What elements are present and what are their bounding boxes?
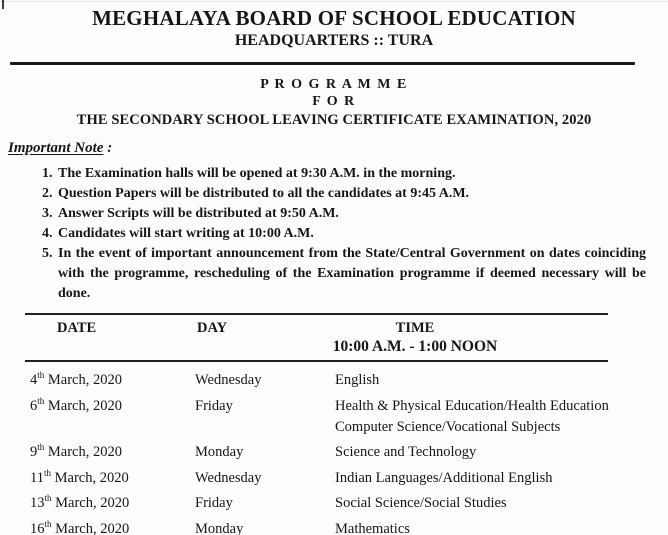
note-item-4: 4. Candidates will start writing at 10:00 A.M. <box>56 224 646 244</box>
exam-schedule-table <box>0 313 668 535</box>
note-item-3: 3. Answer Scripts will be distributed at 9:50 A.M. <box>56 204 646 224</box>
header-divider-rule <box>10 62 635 65</box>
table-header-row <box>0 319 668 356</box>
day-cell: Wednesday <box>195 469 262 486</box>
table-row <box>0 468 668 489</box>
date-cell: 13th March, 2020 <box>30 493 130 511</box>
day-cell: Monday <box>195 444 244 460</box>
examination-title: THE SECONDARY SCHOOL LEAVING CERTIFICATE EXAMINATION, 2020 <box>76 112 592 128</box>
date-cell: 6th March, 2020 <box>30 395 122 414</box>
column-header-time-block <box>325 319 505 356</box>
subject-cell: Science and Technology <box>335 444 477 460</box>
day-cell: Wednesday <box>195 372 262 388</box>
important-note-label: Important Note <box>8 140 104 156</box>
day-cell: Friday <box>195 397 233 414</box>
day-cell: Monday <box>195 520 244 535</box>
note-item-1: 1. The Examination halls will be opened at 9:30 A.M. in the morning. <box>56 164 646 184</box>
note-item-2: 2. Question Papers will be distributed to all the candidates at 9:45 A.M. <box>56 184 646 204</box>
subject-cell: Social Science/Social Studies <box>335 495 507 511</box>
table-header-bottom-rule <box>25 360 608 362</box>
column-header-day: DAY <box>197 320 228 336</box>
scan-artifact-topline <box>0 1 668 2</box>
subject-cell: English <box>335 372 380 388</box>
exam-time-range: 10:00 A.M. - 1:00 NOON <box>332 338 498 355</box>
note-item-5: 5. In the event of important announcement from the State/Central Government on dates coinciding with the programme, rescheduling of the Examination programme if deemed necessary will be done. <box>56 244 646 304</box>
table-row <box>0 442 668 463</box>
column-header-time: TIME <box>395 320 435 336</box>
board-title: MEGHALAYA BOARD OF SCHOOL EDUCATION <box>92 6 576 30</box>
table-body <box>0 370 668 535</box>
subject-cell: Health & Physical Education/Health Education Computer Science/Vocational Subjects <box>335 397 609 435</box>
day-cell: Friday <box>195 495 233 511</box>
table-top-rule <box>25 313 608 315</box>
important-note-colon: : <box>107 140 113 156</box>
subject-cell: Mathematics <box>335 520 410 535</box>
headquarters-subtitle: HEADQUARTERS :: TURA <box>234 32 434 49</box>
column-header-date: DATE <box>57 320 97 336</box>
important-note-list <box>40 164 646 304</box>
subject-cell: Indian Languages/Additional English <box>335 469 553 486</box>
date-cell: 11th March, 2020 <box>30 467 129 486</box>
table-row <box>0 396 668 438</box>
table-row <box>0 370 668 391</box>
date-cell: 9th March, 2020 <box>30 442 122 460</box>
table-row <box>0 519 668 535</box>
programme-heading-block <box>0 76 668 129</box>
date-cell: 4th March, 2020 <box>30 370 122 388</box>
date-cell: 16th March, 2020 <box>30 518 130 535</box>
important-note-heading <box>8 140 668 157</box>
programme-for-word: F O R <box>312 94 356 109</box>
table-row <box>0 493 668 514</box>
scan-artifact-tick <box>2 0 4 9</box>
programme-word: P R O G R A M M E <box>260 77 408 92</box>
